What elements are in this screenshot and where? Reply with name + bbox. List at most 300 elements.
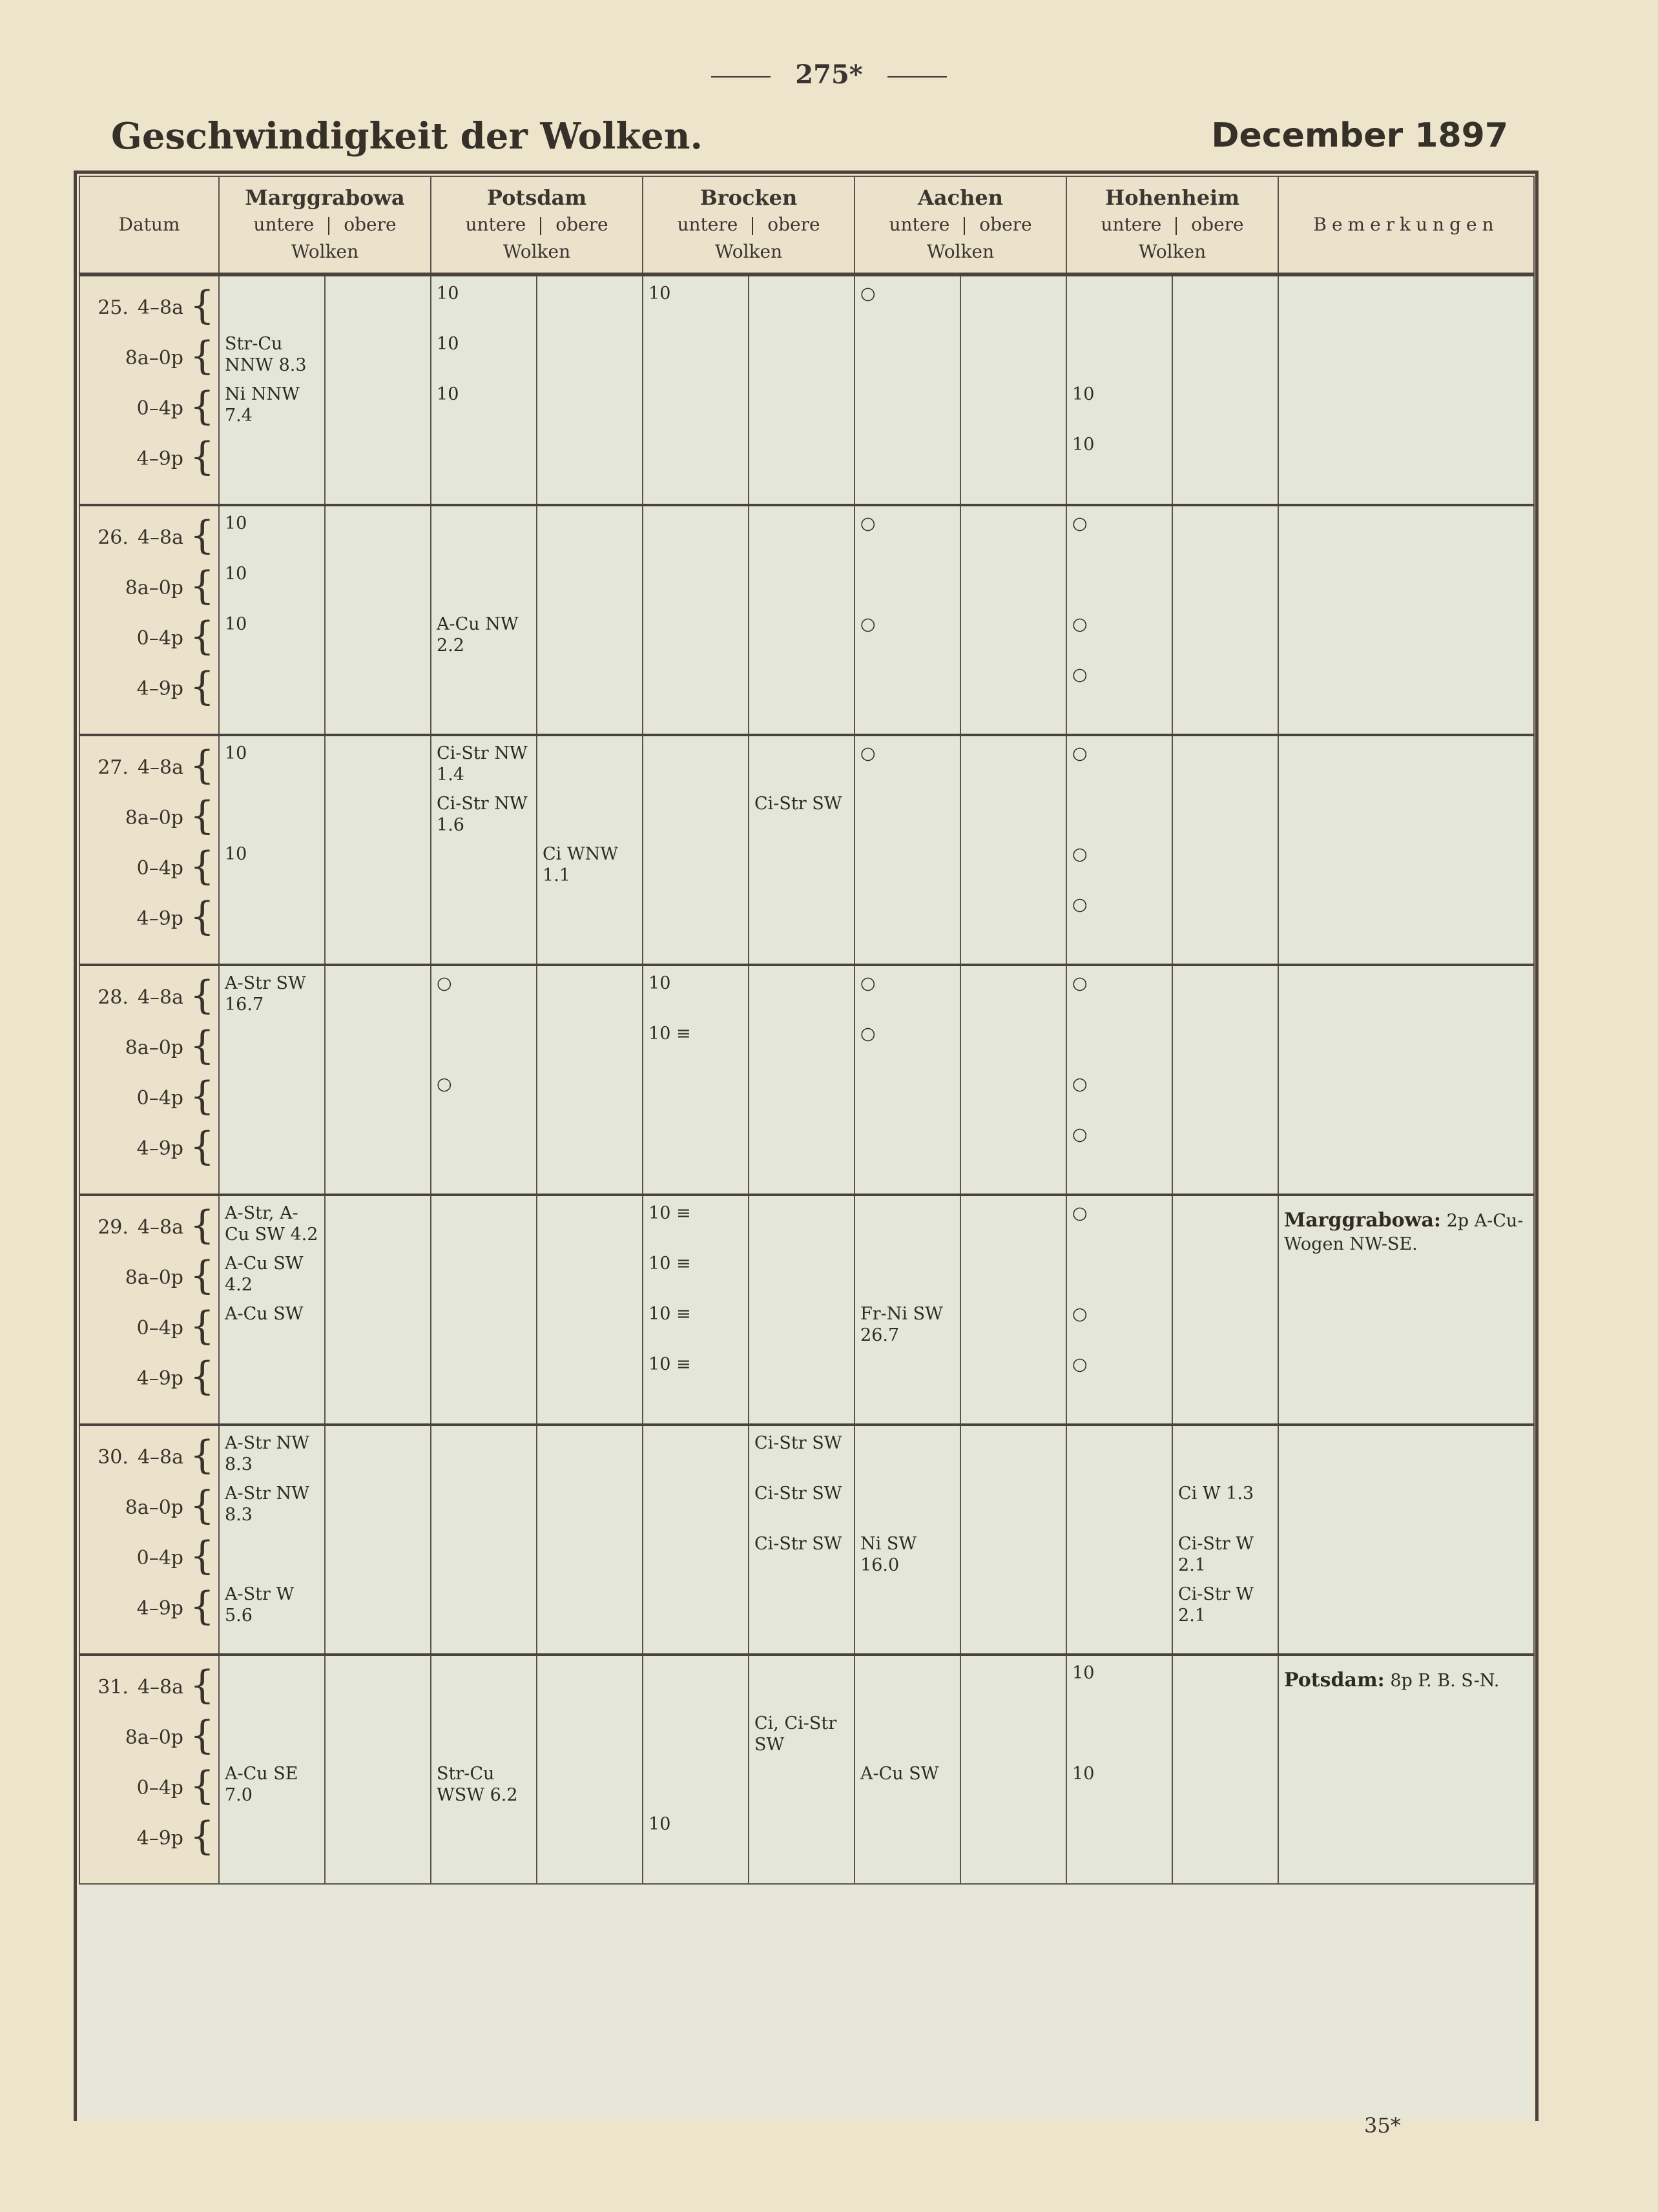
- date-slots: [80, 1196, 218, 1423]
- separator: [328, 217, 329, 235]
- observation-value: [331, 434, 428, 484]
- station-cell: [749, 1195, 855, 1425]
- observation-value: [331, 1483, 428, 1533]
- station-cell: [325, 1655, 431, 1884]
- observation-value: A-Str W 5.6: [225, 1584, 295, 1626]
- remark: [1279, 276, 1533, 302]
- cell-slots: [961, 1196, 1066, 1423]
- observation-value: ○: [437, 1074, 452, 1094]
- observation-value: 10: [225, 844, 247, 864]
- cell-slots: [855, 506, 960, 734]
- observation-value: [543, 1763, 639, 1814]
- time-slot-label: [98, 283, 183, 333]
- observation-value: 10: [1072, 1663, 1095, 1683]
- cell-slots: [855, 736, 960, 964]
- time-slot-text: 8a–0p: [125, 1726, 183, 1749]
- observation-value: [437, 843, 534, 894]
- cell-slots: [643, 966, 748, 1194]
- observation-value: [648, 1432, 745, 1483]
- observation-value: [543, 743, 639, 793]
- station-cell: [1172, 274, 1278, 505]
- cell-slots: [1173, 506, 1278, 734]
- observation-value: [331, 1203, 428, 1253]
- observation-value: [543, 1814, 639, 1864]
- observation-value: [331, 1124, 428, 1174]
- observation-value: [648, 1483, 745, 1533]
- station-cell: [537, 274, 643, 505]
- observation-value: [754, 434, 851, 484]
- observation-value: [225, 894, 322, 944]
- observation-value: [437, 1354, 534, 1404]
- observation-value: [966, 1253, 1063, 1303]
- observation-value: 10: [648, 973, 671, 993]
- observation-value: ○: [1072, 1074, 1088, 1094]
- observation-value: [648, 743, 745, 793]
- brace-glyph: {: [189, 843, 214, 889]
- remarks-cell: [1278, 1425, 1534, 1655]
- header-station-brocken: [643, 176, 855, 274]
- observation-value: [966, 1303, 1063, 1354]
- observation-value: A-Str SW 16.7: [225, 973, 306, 1015]
- cell-slots: [749, 1656, 854, 1883]
- observation-value: [331, 1662, 428, 1713]
- time-slot-label: [137, 1814, 183, 1864]
- observation-value: [648, 333, 745, 384]
- observation-value: [860, 1432, 957, 1483]
- cell-slots: [749, 506, 854, 734]
- observation-value: ○: [1072, 894, 1088, 915]
- observation-value: Ci-Str SW: [754, 1483, 842, 1504]
- remarks-cell: [1278, 1195, 1534, 1425]
- observation-value: [437, 664, 534, 714]
- cell-slots: [537, 736, 642, 964]
- clouds-label: Wolken: [926, 241, 995, 262]
- observation-value: [437, 1432, 534, 1483]
- cell-slots: [855, 276, 960, 504]
- brace-glyph: {: [189, 1432, 214, 1478]
- station-name: Potsdam: [486, 185, 587, 210]
- observation-value: [1072, 1432, 1169, 1483]
- station-cell: [643, 965, 749, 1195]
- observation-value: [860, 1253, 957, 1303]
- observation-value: [966, 1763, 1063, 1814]
- cell-slots: [220, 1196, 324, 1423]
- day-row: [79, 965, 1534, 1195]
- header-remarks: Bemerkungen: [1278, 176, 1534, 274]
- cell-slots: [749, 1426, 854, 1653]
- observation-value: [754, 743, 851, 793]
- observation-value: A-Cu SE 7.0: [225, 1764, 298, 1805]
- observation-value: [225, 1662, 322, 1713]
- observation-value: [331, 513, 428, 563]
- time-slot-label: [137, 1533, 183, 1584]
- observation-value: [1178, 513, 1275, 563]
- observation-value: [331, 283, 428, 333]
- footer-page-number: 35*: [1364, 2113, 1401, 2138]
- observation-value: [860, 1203, 957, 1253]
- station-cell: [1066, 1655, 1172, 1884]
- observation-value: ○: [1072, 1354, 1088, 1374]
- cell-slots: [1067, 506, 1172, 734]
- observation-value: [1072, 793, 1169, 843]
- observation-value: [754, 1584, 851, 1634]
- observation-value: [860, 1713, 957, 1763]
- date-cell: [79, 1195, 219, 1425]
- remarks-cell: [1278, 505, 1534, 735]
- observation-value: [966, 1354, 1063, 1404]
- observation-value: Ci, Ci-Str SW: [754, 1713, 837, 1755]
- observation-value: [1178, 1073, 1275, 1124]
- date-slots: [80, 736, 218, 964]
- station-cell: [537, 1195, 643, 1425]
- observation-value: [966, 1432, 1063, 1483]
- observation-value: A-Cu SW: [225, 1304, 304, 1324]
- time-slot-text: 4–9p: [136, 448, 183, 470]
- station-cell: [643, 735, 749, 965]
- remark: [1279, 1196, 1533, 1269]
- observation-value: [331, 743, 428, 793]
- cloud-speed-table: [79, 176, 1535, 1885]
- cell-slots: [537, 1656, 642, 1883]
- observation-value: [543, 793, 639, 843]
- brace-glyph: {: [189, 1662, 214, 1708]
- day-row: [79, 505, 1534, 735]
- observation-value: [860, 843, 957, 894]
- observation-value: [1178, 1713, 1275, 1763]
- station-cell: [855, 274, 960, 505]
- observation-value: [966, 1073, 1063, 1124]
- cell-slots: [431, 276, 536, 504]
- layer-labels: [643, 211, 854, 238]
- observation-value: [1178, 894, 1275, 944]
- cell-slots: [643, 1656, 748, 1883]
- observation-value: [331, 1584, 428, 1634]
- cell-slots: [431, 966, 536, 1194]
- page-title: Geschwindigkeit der Wolken.: [111, 115, 703, 158]
- cell-slots: [220, 276, 324, 504]
- observation-value: [543, 894, 639, 944]
- station-cell: [1066, 965, 1172, 1195]
- observation-value: [331, 664, 428, 714]
- time-slot-label: [98, 1662, 183, 1713]
- brace-glyph: {: [189, 333, 214, 378]
- cell-slots: [326, 1196, 430, 1423]
- cell-slots: [961, 276, 1066, 504]
- observation-value: [648, 1073, 745, 1124]
- observation-value: Fr-Ni SW 26.7: [860, 1304, 943, 1345]
- station-cell: [643, 1655, 749, 1884]
- brace-glyph: {: [189, 1584, 214, 1629]
- station-cell: [1172, 1425, 1278, 1655]
- upper-label: obere: [979, 214, 1032, 235]
- brace-glyph: {: [189, 1763, 214, 1808]
- observation-value: [543, 1354, 639, 1404]
- observation-value: [966, 1023, 1063, 1073]
- station-cell: [431, 1655, 537, 1884]
- observation-value: Ci-Str SW: [754, 1534, 842, 1554]
- station-cell: [960, 1195, 1066, 1425]
- observation-value: [225, 1354, 322, 1404]
- observation-value: [437, 1584, 534, 1634]
- observation-value: ○: [1072, 973, 1088, 993]
- day-number: 26.: [98, 526, 129, 549]
- station-cell: [431, 1195, 537, 1425]
- remark: [1279, 506, 1533, 532]
- day-number: 30.: [98, 1446, 129, 1469]
- day-row: [79, 1425, 1534, 1655]
- observation-value: ○: [1072, 1124, 1088, 1144]
- observation-value: [754, 1354, 851, 1404]
- observation-value: [1072, 563, 1169, 614]
- cell-slots: [961, 966, 1066, 1194]
- station-cell: [960, 1425, 1066, 1655]
- observation-value: 10: [437, 384, 459, 404]
- observation-value: Ci W 1.3: [1178, 1483, 1254, 1504]
- observation-value: [1178, 434, 1275, 484]
- station-cell: [219, 1195, 325, 1425]
- observation-value: [543, 1203, 639, 1253]
- remarks-cell: [1278, 735, 1534, 965]
- station-cell: [431, 274, 537, 505]
- observation-value: A-Cu SW: [860, 1764, 939, 1784]
- observation-value: [331, 1354, 428, 1404]
- observation-value: [648, 434, 745, 484]
- observation-value: [437, 434, 534, 484]
- observation-value: [225, 1814, 322, 1864]
- page-number-rule-left: [711, 76, 771, 78]
- observation-value: Str-Cu WSW 6.2: [437, 1764, 518, 1805]
- observation-value: [966, 283, 1063, 333]
- observation-value: [1072, 333, 1169, 384]
- cell-slots: [431, 506, 536, 734]
- cell-slots: [537, 966, 642, 1194]
- time-slot-text: 0–4p: [136, 627, 183, 650]
- time-slot-text: 0–4p: [136, 1087, 183, 1110]
- observation-value: [754, 1073, 851, 1124]
- observation-value: [437, 894, 534, 944]
- clouds-label: Wolken: [291, 241, 359, 262]
- station-cell: [431, 965, 537, 1195]
- observation-value: [648, 1662, 745, 1713]
- day-row: [79, 735, 1534, 965]
- observation-value: [966, 843, 1063, 894]
- observation-value: [966, 664, 1063, 714]
- cell-slots: [537, 506, 642, 734]
- observation-value: [860, 333, 957, 384]
- cell-slots: [431, 1196, 536, 1423]
- brace-glyph: {: [189, 513, 214, 558]
- observation-value: [860, 1073, 957, 1124]
- date-cell: [79, 1655, 219, 1884]
- observation-value: ○: [860, 513, 876, 533]
- observation-value: [331, 1073, 428, 1124]
- observation-value: [331, 973, 428, 1023]
- observation-value: [648, 384, 745, 434]
- observation-value: [754, 1203, 851, 1253]
- observation-value: [331, 384, 428, 434]
- observation-value: 10: [648, 1814, 671, 1834]
- observation-value: [1178, 563, 1275, 614]
- day-row: [79, 274, 1534, 505]
- observation-value: 10: [1072, 435, 1095, 455]
- cell-slots: [1067, 1426, 1172, 1653]
- observation-value: [1178, 1203, 1275, 1253]
- observation-value: [437, 1203, 534, 1253]
- observation-value: [860, 563, 957, 614]
- station-cell: [325, 274, 431, 505]
- upper-label: obere: [344, 214, 397, 235]
- station-cell: [960, 965, 1066, 1195]
- date-cell: [79, 1425, 219, 1655]
- observation-value: [543, 1253, 639, 1303]
- observation-value: [331, 793, 428, 843]
- observation-value: [754, 1124, 851, 1174]
- remark-station: Potsdam:: [1284, 1669, 1385, 1691]
- observation-value: [966, 333, 1063, 384]
- cell-slots: [643, 736, 748, 964]
- station-cell: [643, 505, 749, 735]
- time-slot-label: [137, 664, 183, 714]
- observation-value: [966, 793, 1063, 843]
- station-cell: [219, 965, 325, 1195]
- time-slot-text: 0–4p: [136, 397, 183, 420]
- brace-glyph: {: [189, 973, 214, 1018]
- cell-slots: [1173, 736, 1278, 964]
- observation-value: ○: [1072, 1304, 1088, 1324]
- station-cell: [749, 735, 855, 965]
- time-slot-text: 0–4p: [136, 1777, 183, 1799]
- remark-text: 8p P. B. S-N.: [1390, 1671, 1500, 1691]
- time-slot-label: [98, 1432, 183, 1483]
- observation-value: [754, 283, 851, 333]
- observation-value: [1178, 1124, 1275, 1174]
- page-number-text: 275*: [795, 59, 863, 90]
- observation-value: [966, 614, 1063, 664]
- observation-value: [1178, 333, 1275, 384]
- date-slots: [80, 1656, 218, 1883]
- observation-value: [648, 1533, 745, 1584]
- observation-value: [1178, 843, 1275, 894]
- station-cell: [431, 735, 537, 965]
- date-slots: [80, 966, 218, 1194]
- station-cell: [325, 505, 431, 735]
- observation-value: [543, 283, 639, 333]
- observation-value: [543, 664, 639, 714]
- station-cell: [1066, 735, 1172, 965]
- remarks-cell: [1278, 274, 1534, 505]
- cell-slots: [431, 1426, 536, 1653]
- remark: [1279, 966, 1533, 992]
- station-cell: [325, 735, 431, 965]
- observation-value: [860, 1662, 957, 1713]
- station-cell: [219, 1425, 325, 1655]
- cell-slots: [961, 506, 1066, 734]
- observation-value: [331, 614, 428, 664]
- brace-glyph: {: [189, 1814, 214, 1859]
- station-cell: [219, 274, 325, 505]
- cell-slots: [220, 966, 324, 1194]
- observation-value: ○: [1072, 614, 1088, 634]
- observation-value: [648, 793, 745, 843]
- cell-slots: [1067, 736, 1172, 964]
- lower-label: untere: [1101, 214, 1162, 235]
- table-header-row: [79, 176, 1534, 274]
- observation-value: [543, 384, 639, 434]
- time-slot-text: 4–9p: [136, 1367, 183, 1390]
- time-slot-label: [125, 1023, 183, 1073]
- observation-value: [966, 1662, 1063, 1713]
- observation-value: [1178, 1303, 1275, 1354]
- observation-value: [966, 434, 1063, 484]
- separator: [540, 217, 541, 235]
- lower-label: untere: [465, 214, 526, 235]
- separator: [964, 217, 965, 235]
- observation-value: [966, 1713, 1063, 1763]
- cell-slots: [643, 1196, 748, 1423]
- observation-value: [1072, 283, 1169, 333]
- station-cell: [855, 965, 960, 1195]
- station-cell: [325, 965, 431, 1195]
- observation-value: Ci-Str NW 1.4: [437, 743, 528, 785]
- remark-station: Marggrabowa:: [1284, 1209, 1441, 1232]
- observation-value: [1072, 1814, 1169, 1864]
- observation-value: 10: [1072, 1764, 1095, 1784]
- observation-value: A-Str NW 8.3: [225, 1483, 309, 1525]
- observation-value: [437, 1303, 534, 1354]
- station-cell: [749, 965, 855, 1195]
- layer-labels: [431, 211, 642, 238]
- station-cell: [537, 735, 643, 965]
- station-cell: [1172, 735, 1278, 965]
- observation-value: ○: [1072, 665, 1088, 685]
- header-station-aachen: [855, 176, 1066, 274]
- observation-value: [331, 1763, 428, 1814]
- observation-value: [860, 1584, 957, 1634]
- observation-value: [1178, 1814, 1275, 1864]
- observation-value: [648, 1124, 745, 1174]
- observation-value: ○: [860, 284, 876, 304]
- observation-value: [331, 1533, 428, 1584]
- observation-value: [437, 1483, 534, 1533]
- station-cell: [855, 1655, 960, 1884]
- separator: [1176, 217, 1177, 235]
- day-row: [79, 1195, 1534, 1425]
- brace-glyph: {: [189, 283, 214, 328]
- observation-value: [1178, 283, 1275, 333]
- header-datum: Datum: [79, 176, 219, 274]
- observation-value: [225, 1124, 322, 1174]
- observation-value: [754, 1253, 851, 1303]
- observation-value: [1072, 1023, 1169, 1073]
- observation-value: [437, 1124, 534, 1174]
- header-station-potsdam: [431, 176, 643, 274]
- station-cell: [1172, 1655, 1278, 1884]
- observation-value: [543, 1662, 639, 1713]
- observation-value: [1178, 1763, 1275, 1814]
- time-slot-label: [125, 1483, 183, 1533]
- station-cell: [855, 735, 960, 965]
- station-cell: [219, 735, 325, 965]
- observation-value: [754, 1303, 851, 1354]
- day-number: 25.: [98, 296, 129, 319]
- observation-value: A-Str, A-Cu SW 4.2: [225, 1203, 318, 1245]
- observation-value: [860, 384, 957, 434]
- clouds-label: Wolken: [503, 241, 571, 262]
- observation-value: Str-Cu NNW 8.3: [225, 334, 307, 375]
- station-cell: [643, 274, 749, 505]
- clouds-label: Wolken: [1138, 241, 1207, 262]
- time-slot-text: 0–4p: [136, 1317, 183, 1339]
